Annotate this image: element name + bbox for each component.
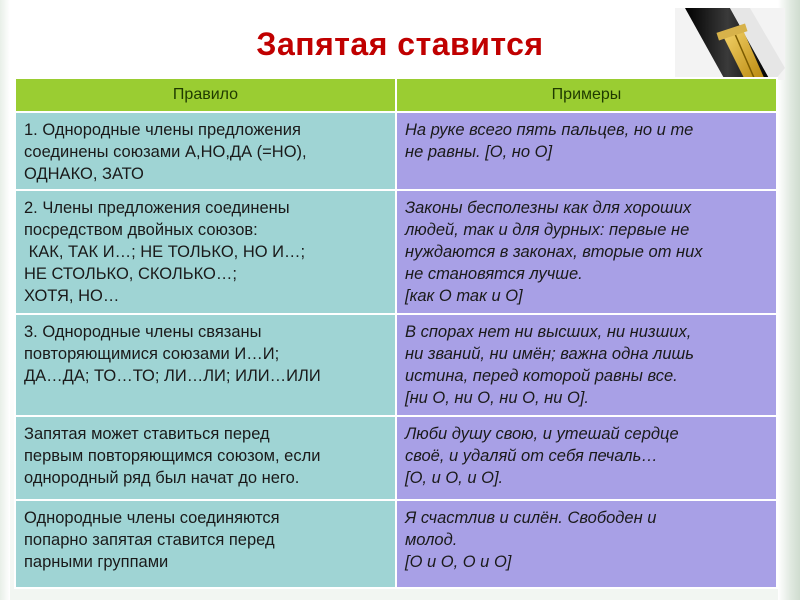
rule-line: соединены союзами А,НО,ДА (=НО), <box>24 143 307 161</box>
rule-line: ХОТЯ, НО… <box>24 287 120 305</box>
rule-line: 1. Однородные члены предложения <box>24 121 301 139</box>
table-row <box>15 500 777 588</box>
rule-cell <box>15 190 396 314</box>
fountain-pen-icon <box>675 8 785 80</box>
table-header-row <box>15 78 777 112</box>
example-line: людей, так и для дурных: первые не <box>405 221 690 239</box>
table-row <box>15 112 777 190</box>
example-line: [ни О, ни О, ни О, ни О]. <box>405 389 589 407</box>
rule-line: КАК, ТАК И…; НЕ ТОЛЬКО, НО И…; <box>24 243 306 261</box>
example-cell <box>396 314 777 416</box>
example-line: [как О так и О] <box>405 287 523 305</box>
rule-line: Запятая может ставиться перед <box>24 425 270 443</box>
rule-line: ДА…ДА; ТО…ТО; ЛИ…ЛИ; ИЛИ…ИЛИ <box>24 367 321 385</box>
example-line: [О, и О, и О]. <box>405 469 504 487</box>
example-cell <box>396 416 777 500</box>
example-cell <box>396 500 777 588</box>
rule-line: первым повторяющимся союзом, если <box>24 447 321 465</box>
rule-line: Однородные члены соединяются <box>24 509 280 527</box>
rule-cell <box>15 314 396 416</box>
rule-cell <box>15 416 396 500</box>
rule-line: НЕ СТОЛЬКО, СКОЛЬКО…; <box>24 265 237 283</box>
table-row <box>15 416 777 500</box>
example-line: Я счастлив и силён. Свободен и <box>405 509 657 527</box>
table-row <box>15 314 777 416</box>
rules-table <box>14 77 778 589</box>
rule-line: посредством двойных союзов: <box>24 221 258 239</box>
example-line: ни званий, ни имён; важна одна лишь <box>405 345 694 363</box>
left-decor-bar <box>0 0 10 600</box>
rule-line: парными группами <box>24 553 169 571</box>
example-line: молод. <box>405 531 458 549</box>
example-line: На руке всего пять пальцев, но и те <box>405 121 694 139</box>
example-line: истина, перед которой равны все. <box>405 367 678 385</box>
example-line: не равны. [О, но О] <box>405 143 553 161</box>
example-cell <box>396 190 777 314</box>
rule-cell <box>15 112 396 190</box>
header-examples: Примеры <box>396 78 777 112</box>
example-line: Люби душу свою, и утешай сердце <box>405 425 679 443</box>
table-row <box>15 190 777 314</box>
rule-line: попарно запятая ставится перед <box>24 531 275 549</box>
rule-line: 3. Однородные члены связаны <box>24 323 262 341</box>
example-line: не становятся лучше. <box>405 265 583 283</box>
rule-line: однородный ряд был начат до него. <box>24 469 300 487</box>
example-line: своё, и удаляй от себя печаль… <box>405 447 658 465</box>
rule-cell <box>15 500 396 588</box>
example-cell <box>396 112 777 190</box>
right-decor-bar <box>778 0 800 600</box>
header-rule: Правило <box>15 78 396 112</box>
page-title: Запятая ставится <box>256 26 544 62</box>
example-line: [О и О, О и О] <box>405 553 512 571</box>
rule-line: ОДНАКО, ЗАТО <box>24 165 144 183</box>
example-line: нуждаются в законах, вторые от них <box>405 243 703 261</box>
rule-line: 2. Члены предложения соединены <box>24 199 290 217</box>
example-line: Законы бесполезны как для хороших <box>405 199 692 217</box>
example-line: В спорах нет ни высших, ни низших, <box>405 323 692 341</box>
rule-line: повторяющимися союзами И…И; <box>24 345 280 363</box>
